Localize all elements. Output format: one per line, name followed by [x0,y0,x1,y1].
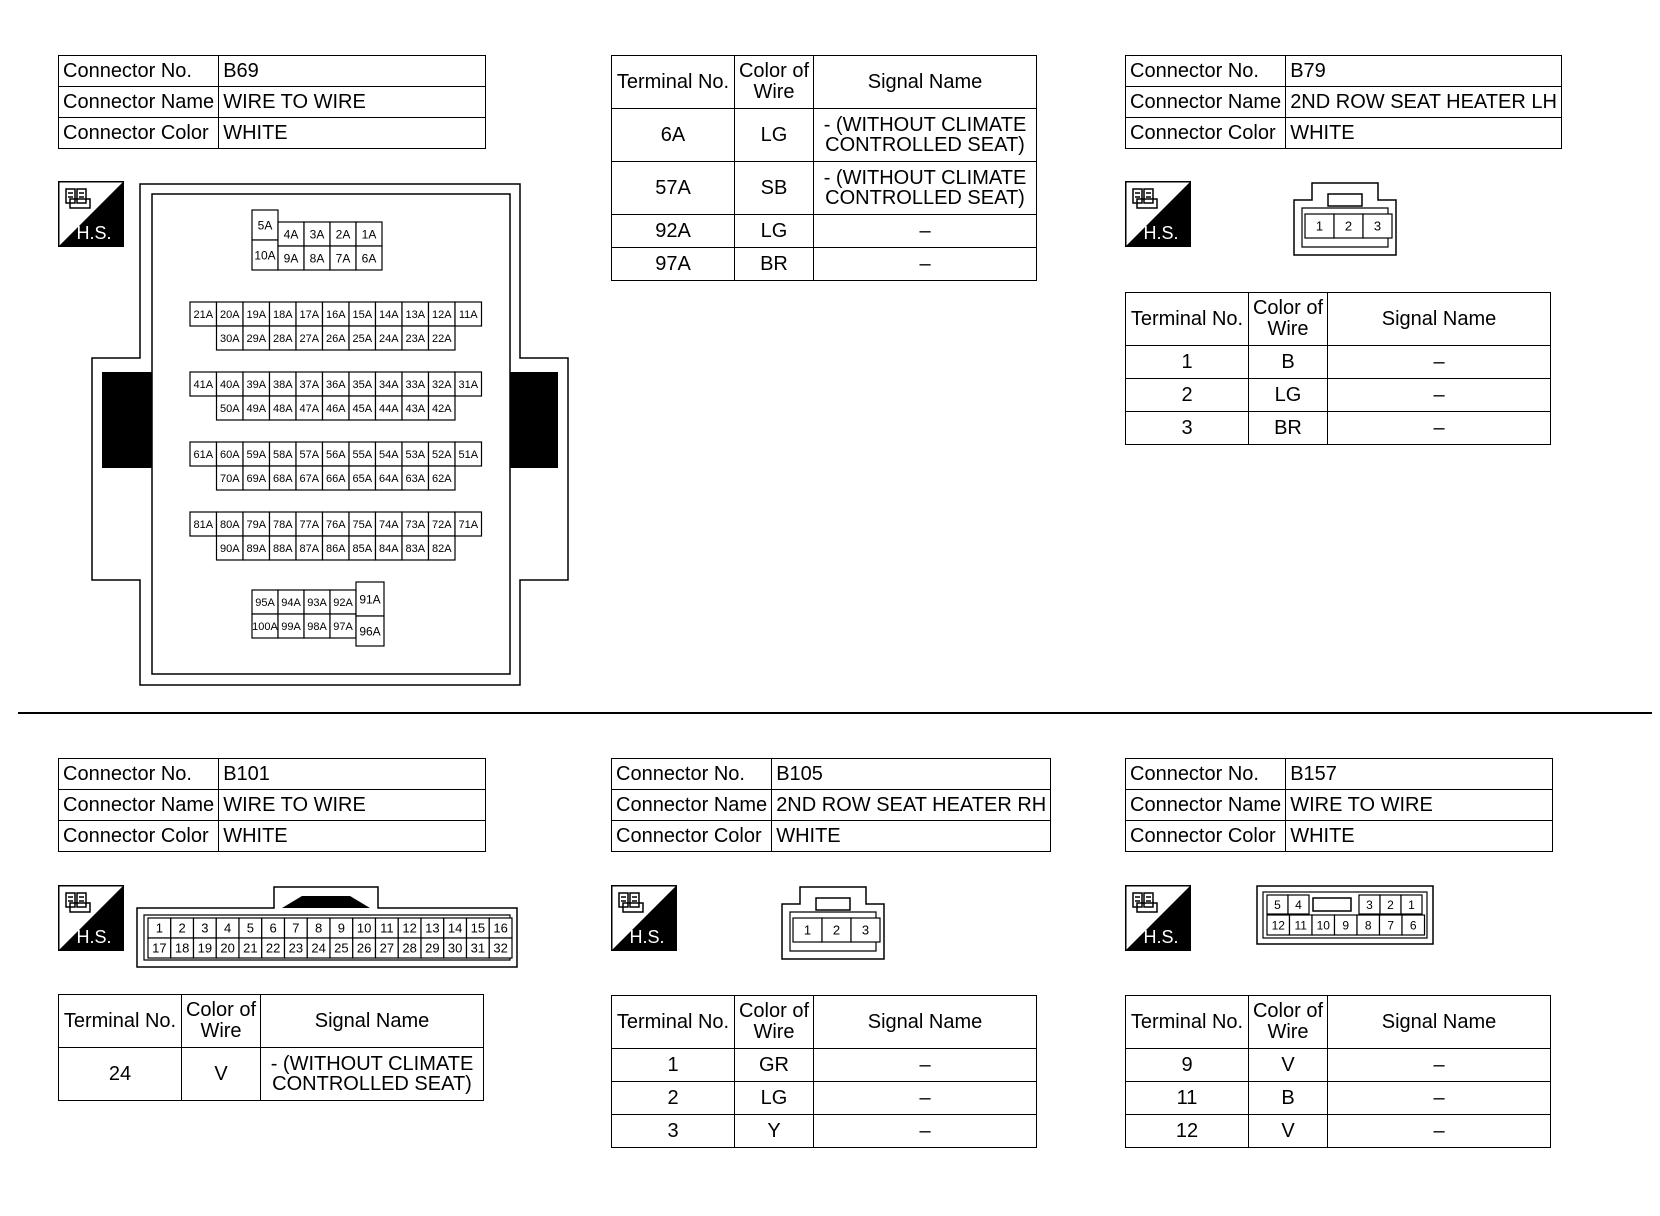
b69-pin-label: 59A [246,448,267,461]
svg-text:H.S.: H.S. [1143,223,1179,243]
b157-terminal-table [1125,995,1551,1148]
b69-pin-label: 71A [458,518,479,531]
table-cell: – [1328,379,1551,412]
b157-key-slot [1313,898,1351,911]
b157-pin-label: 1 [1408,897,1415,912]
b101-pin-label: 21 [243,940,258,956]
label-connector-color: Connector Color [59,118,219,149]
header-color-of-wire: Color of Wire [1249,293,1328,346]
b69-pin-label: 100A [252,620,278,633]
b69-pin-label: 82A [431,542,452,555]
b79-pin-label: 2 [1344,218,1353,234]
b101-pin-label: 18 [174,940,190,956]
b105-pin-label: 1 [803,922,812,938]
b69-pin-label: 45A [352,402,373,415]
b69-pin-label: 24A [378,332,399,345]
table-cell: 1 [612,1049,735,1082]
b69-pin-label: 91A [359,592,381,607]
b157-pin-label: 9 [1342,918,1350,933]
b69-pin-label: 76A [325,518,346,531]
b69-pin-label: 20A [219,308,240,321]
table-cell: LG [735,109,814,162]
b69-pin-label: 4A [283,227,299,242]
b69-pin-label: 29A [246,332,267,345]
header-color-of-wire: Color of Wire [735,56,814,109]
b69-pin-label: 75A [352,518,373,531]
b69-pin-label: 84A [378,542,399,555]
b69-pin-label: 77A [299,518,320,531]
b69-terminal-table [611,55,1037,281]
table-cell: 1 [1126,346,1249,379]
label-connector-no: Connector No. [612,759,772,790]
table-cell: 11 [1126,1082,1249,1115]
b69-pin-label: 68A [272,472,293,485]
b69-connector-color: WHITE [219,118,486,149]
b69-connector-face [90,180,570,690]
header-color-of-wire: Color of Wire [1249,996,1328,1049]
label-connector-color: Connector Color [59,821,219,852]
b69-pin-label: 12A [431,308,452,321]
table-cell: - (WITHOUT CLIMATE CONTROLLED SEAT) [261,1048,484,1101]
b157-pin-label: 4 [1295,897,1302,912]
b157-pin-label: 7 [1387,918,1395,933]
header-terminal-no: Terminal No. [59,995,182,1048]
b69-pin-label: 62A [431,472,452,485]
table-cell: 2 [1126,379,1249,412]
b101-pin-label: 22 [265,940,281,956]
b79-connector-face [1290,180,1400,260]
b101-pin-label: 2 [178,920,186,936]
table-cell: – [814,1115,1037,1148]
b79-pin-label: 1 [1315,218,1324,234]
b69-pin-label: 19A [246,308,267,321]
b69-pin-label: 1A [361,227,377,242]
table-cell: 57A [612,162,735,215]
b101-pin-label: 6 [269,920,277,936]
label-connector-no: Connector No. [1126,56,1286,87]
b69-pin-label: 47A [299,402,320,415]
b101-connector-name: WIRE TO WIRE [219,790,486,821]
b69-pin-label: 26A [325,332,346,345]
table-cell: BR [735,248,814,281]
b69-pin-label: 88A [272,542,293,555]
table-cell: B [1249,1082,1328,1115]
b69-pin-label: 63A [405,472,426,485]
b69-pin-label: 66A [325,472,346,485]
b157-pin-grid [1267,895,1425,935]
b157-pin-label: 10 [1316,918,1330,933]
table-cell: – [814,215,1037,248]
b69-pin-label: 11A [458,308,478,321]
b157-pin-label: 2 [1387,897,1394,912]
b105-pin-label: 2 [832,922,841,938]
b69-pin-label: 14A [378,308,399,321]
b101-pin-label: 30 [447,940,463,956]
label-connector-name: Connector Name [1126,87,1286,118]
b69-pin-label: 55A [352,448,373,461]
label-connector-color: Connector Color [1126,821,1286,852]
b69-pin-label: 6A [361,251,377,266]
b69-pin-label: 83A [405,542,426,555]
b101-pin-label: 12 [402,920,417,936]
label-connector-color: Connector Color [1126,118,1286,149]
table-cell: V [1249,1049,1328,1082]
table-cell: - (WITHOUT CLIMATE CONTROLLED SEAT) [814,162,1037,215]
b69-pin-label: 60A [219,448,240,461]
table-cell: – [1328,1049,1551,1082]
b69-pin-label: 49A [246,402,267,415]
table-cell: LG [735,1082,814,1115]
b69-pin-label: 43A [405,402,426,415]
b101-pin-label: 11 [380,920,394,936]
b69-pin-label: 42A [431,402,452,415]
b69-pin-label: 25A [352,332,373,345]
b69-pin-label: 17A [299,308,320,321]
b69-pin-label: 15A [352,308,373,321]
b69-pin-label: 51A [458,448,479,461]
svg-text:H.S.: H.S. [76,927,112,947]
b69-pin-label: 67A [299,472,320,485]
b69-pin-label: 58A [272,448,293,461]
header-signal-name: Signal Name [1328,293,1551,346]
table-cell: LG [1249,379,1328,412]
b69-pin-label: 10A [254,248,276,263]
header-terminal-no: Terminal No. [1126,996,1249,1049]
b101-pin-label: 27 [379,940,395,956]
b101-pin-label: 19 [197,940,213,956]
header-signal-name: Signal Name [814,56,1037,109]
b69-pin-label: 23A [405,332,426,345]
b69-pin-label: 61A [193,448,214,461]
table-cell: 12 [1126,1115,1249,1148]
b69-pin-label: 89A [246,542,267,555]
b105-connector-color: WHITE [772,821,1051,852]
table-cell: 97A [612,248,735,281]
b79-info-table [1125,55,1562,149]
hs-icon [1125,885,1191,951]
b105-info-table [611,758,1051,852]
b69-pin-label: 92A [333,596,353,609]
b69-pin-label: 81A [193,518,214,531]
b69-info-table [58,55,486,149]
b69-pin-grid [190,210,482,646]
b79-pin-label: 3 [1373,218,1382,234]
b101-pin-label: 29 [425,940,440,956]
b101-pin-label: 26 [356,940,372,956]
b69-pin-label: 93A [307,596,327,609]
b79-connector-name: 2ND ROW SEAT HEATER LH [1286,87,1562,118]
b69-pin-label: 52A [431,448,452,461]
table-cell: 9 [1126,1049,1249,1082]
table-cell: GR [735,1049,814,1082]
b101-pin-label: 8 [315,920,323,936]
b101-pin-label: 14 [447,920,463,936]
b69-pin-label: 27A [299,332,320,345]
b69-connector-no: B69 [219,56,486,87]
b69-pin-label: 18A [272,308,293,321]
table-cell: – [814,1049,1037,1082]
table-cell: 2 [612,1082,735,1115]
b69-pin-label: 87A [299,542,320,555]
b101-pin-label: 3 [201,920,209,936]
b101-terminal-table [58,994,484,1101]
b79-terminal-table [1125,292,1551,445]
hs-icon [58,885,124,951]
table-cell: V [1249,1115,1328,1148]
b69-pin-label: 56A [325,448,346,461]
table-cell: 3 [1126,412,1249,445]
table-cell: 24 [59,1048,182,1101]
b101-pin-grid [148,918,512,958]
b157-pin-label: 6 [1409,918,1417,933]
b101-pin-label: 23 [288,940,304,956]
b69-pin-label: 22A [431,332,452,345]
b157-pin-label: 5 [1274,897,1281,912]
b101-connector-color: WHITE [219,821,486,852]
table-cell: – [1328,412,1551,445]
table-cell: 3 [612,1115,735,1148]
b101-pin-label: 32 [493,940,508,956]
b101-pin-label: 10 [356,920,372,936]
b79-connector-no: B79 [1286,56,1562,87]
header-terminal-no: Terminal No. [612,56,735,109]
b157-pin-label: 3 [1366,897,1373,912]
b157-connector-face [1255,884,1435,948]
b69-pin-label: 36A [325,378,346,391]
b105-pin-label: 3 [861,922,870,938]
b157-pin-label: 11 [1294,918,1307,933]
b105-connector-no: B105 [772,759,1051,790]
b79-connector-color: WHITE [1286,118,1562,149]
b69-pin-label: 21A [193,308,214,321]
b69-pin-label: 28A [272,332,293,345]
b69-pin-label: 69A [246,472,267,485]
header-signal-name: Signal Name [261,995,484,1048]
b101-pin-label: 7 [292,920,300,936]
b69-pin-label: 13A [405,308,426,321]
b69-pin-label: 64A [378,472,399,485]
table-cell: – [814,1082,1037,1115]
b69-pin-label: 86A [325,542,346,555]
label-connector-name: Connector Name [1126,790,1286,821]
b101-pin-label: 5 [246,920,254,936]
b69-pin-label: 79A [246,518,267,531]
section-divider [18,712,1652,714]
b101-info-table [58,758,486,852]
b69-pin-label: 95A [255,596,275,609]
b69-pin-label: 5A [257,218,273,233]
header-signal-name: Signal Name [1328,996,1551,1049]
b69-pin-label: 78A [272,518,293,531]
b105-pin-grid [793,918,880,942]
b101-pin-label: 13 [425,920,440,936]
header-signal-name: Signal Name [814,996,1037,1049]
b101-pin-label: 16 [493,920,508,936]
b101-connector-face [134,884,520,970]
table-cell: – [1328,346,1551,379]
header-color-of-wire: Color of Wire [735,996,814,1049]
label-connector-no: Connector No. [59,56,219,87]
b69-pin-label: 38A [272,378,293,391]
hs-icon [1125,181,1191,247]
label-connector-no: Connector No. [1126,759,1286,790]
b105-connector-face [778,884,888,964]
label-connector-name: Connector Name [612,790,772,821]
b69-pin-label: 8A [309,251,325,266]
b69-pin-label: 34A [378,378,399,391]
b69-pin-label: 85A [352,542,373,555]
b157-pin-label: 8 [1364,918,1372,933]
table-cell: LG [735,215,814,248]
b69-pin-label: 2A [335,227,351,242]
label-connector-name: Connector Name [59,790,219,821]
hs-icon [611,885,677,951]
b101-connector-no: B101 [219,759,486,790]
b69-pin-label: 40A [219,378,240,391]
table-cell: – [1328,1082,1551,1115]
header-color-of-wire: Color of Wire [182,995,261,1048]
b69-pin-label: 98A [307,620,327,633]
b79-pin-grid [1305,214,1392,238]
b69-pin-label: 33A [405,378,426,391]
b69-pin-label: 80A [219,518,240,531]
b101-pin-label: 1 [155,920,163,936]
b101-pin-label: 25 [334,940,349,956]
b157-info-table [1125,758,1553,852]
b69-pin-label: 9A [283,251,299,266]
b69-pin-label: 54A [378,448,399,461]
b101-pin-label: 17 [152,940,167,956]
b157-connector-color: WHITE [1286,821,1553,852]
b69-pin-label: 41A [193,378,214,391]
b101-pin-label: 31 [470,940,486,956]
label-connector-name: Connector Name [59,87,219,118]
table-cell: SB [735,162,814,215]
b69-pin-label: 39A [246,378,267,391]
table-cell: – [814,248,1037,281]
header-terminal-no: Terminal No. [612,996,735,1049]
b101-pin-label: 20 [220,940,235,956]
b69-pin-label: 94A [281,596,301,609]
b69-pin-label: 74A [378,518,399,531]
b157-connector-name: WIRE TO WIRE [1286,790,1553,821]
b69-pin-label: 96A [359,624,381,639]
b69-pin-label: 65A [352,472,373,485]
table-cell: B [1249,346,1328,379]
b69-pin-label: 73A [405,518,426,531]
b105-connector-name: 2ND ROW SEAT HEATER RH [772,790,1051,821]
b101-pin-label: 4 [224,920,232,936]
b69-pin-label: 31A [458,378,479,391]
table-cell: - (WITHOUT CLIMATE CONTROLLED SEAT) [814,109,1037,162]
svg-text:H.S.: H.S. [76,223,112,243]
b69-pin-label: 35A [352,378,373,391]
label-connector-no: Connector No. [59,759,219,790]
table-cell: BR [1249,412,1328,445]
table-cell: V [182,1048,261,1101]
b101-pin-label: 28 [402,940,417,956]
b69-pin-label: 30A [219,332,240,345]
b69-pin-label: 32A [431,378,452,391]
b69-pin-label: 97A [333,620,353,633]
b69-pin-label: 44A [378,402,399,415]
b101-pin-label: 24 [311,940,326,956]
b69-pin-label: 57A [299,448,320,461]
b69-pin-label: 70A [219,472,240,485]
b69-pin-label: 16A [325,308,346,321]
b101-pin-label: 15 [470,920,486,936]
b69-pin-label: 99A [281,620,301,633]
b157-pin-label: 12 [1271,918,1285,933]
label-connector-color: Connector Color [612,821,772,852]
table-cell: 6A [612,109,735,162]
b69-pin-label: 72A [431,518,452,531]
b69-pin-label: 3A [309,227,325,242]
b157-connector-no: B157 [1286,759,1553,790]
header-terminal-no: Terminal No. [1126,293,1249,346]
svg-text:H.S.: H.S. [629,927,665,947]
table-cell: – [1328,1115,1551,1148]
b69-pin-label: 7A [335,251,351,266]
b69-pin-label: 37A [299,378,320,391]
b69-pin-label: 46A [325,402,346,415]
table-cell: 92A [612,215,735,248]
b105-terminal-table [611,995,1037,1148]
b69-connector-name: WIRE TO WIRE [219,87,486,118]
table-cell: Y [735,1115,814,1148]
b69-pin-label: 53A [405,448,426,461]
b101-pin-label: 9 [337,920,345,936]
b69-pin-label: 48A [272,402,293,415]
b69-pin-label: 50A [219,402,240,415]
svg-text:H.S.: H.S. [1143,927,1179,947]
b69-pin-label: 90A [219,542,240,555]
